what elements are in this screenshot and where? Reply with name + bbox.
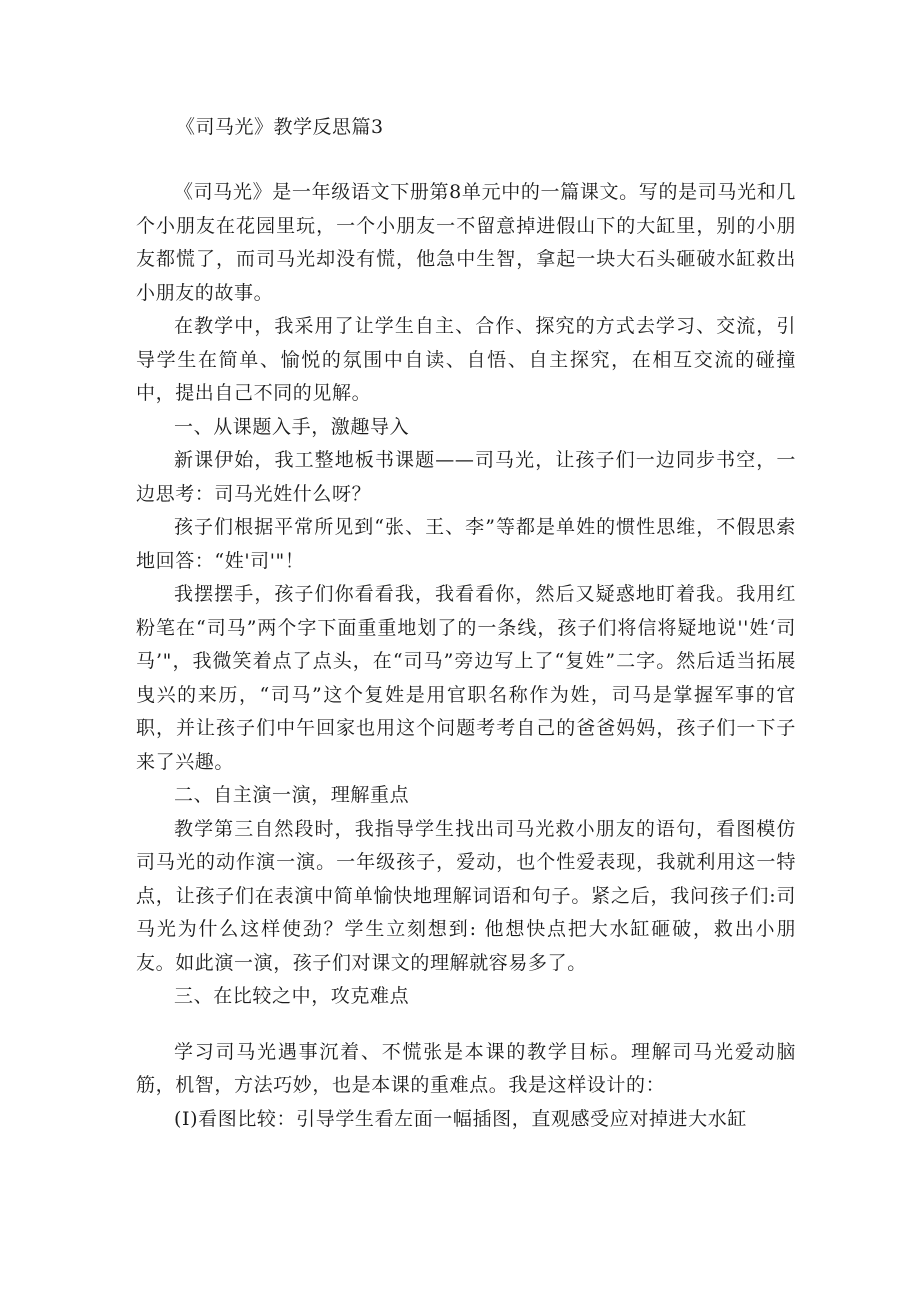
- section-heading-2: 二、自主演一演，理解重点: [174, 784, 410, 806]
- paragraph-intro: 《司马光》是一年级语文下册第8单元中的一篇课文。写的是司马光和几个小朋友在花园里玩，一个小朋友一不留意掉进假山下的大缸里，别的小朋友都慌了，而司马光却没有慌，他急中生智，拿起一块大石头砸破水缸救出小朋友的故事。: [136, 181, 796, 304]
- paragraph-section1-c: 我摆摆手，孩子们你看看我，我看看你，然后又疑惑地盯着我。我用红粉笔在“司马”两个字下面重重地划了的一条线，孩子们将信将疑地说''姓‘司马’"，我微笑着点了点头，在“司马”旁边写上了“复姓”二字。然后适当拓展曳兴的来历，“司马”这个复姓是用官职名称作为姓，司马是掌握军事的官职，并让孩子们中午回家也用这个问题考考自己的爸爸妈妈，孩子们一下子来了兴趣。: [136, 583, 796, 773]
- paragraph-section1-a: 新课伊始，我工整地板书课题——司马光，让孩子们一边同步书空，一边思考：司马光姓什么呀？: [136, 449, 796, 505]
- paragraph-gap: [136, 1014, 796, 1036]
- paragraph-section3-a: 学习司马光遇事沉着、不慌张是本课的教学目标。理解司马光爱动脑筋，机智，方法巧妙，也是本课的重难点。我是这样设计的：: [136, 1040, 796, 1096]
- document-title: 《司马光》教学反思篇3: [176, 116, 384, 138]
- paragraph-section1-b: 孩子们根据平常所见到“张、王、李”等都是单姓的惯性思维，不假思索地回答：“姓'司'"！: [136, 516, 796, 572]
- paragraph-method: 在教学中，我采用了让学生自主、合作、探究的方式去学习、交流，引导学生在简单、愉悦的氛围中自读、自悟、自主探究，在相互交流的碰撞中，提出自己不同的见解。: [136, 315, 796, 404]
- section-heading-1: 一、从课题入手，激趣导入: [174, 415, 410, 438]
- paragraph-section2: 教学第三自然段时，我指导学生找出司马光救小朋友的语句，看图模仿司马光的动作演一演。一年级孩子，爱动，也个性爱表现，我就利用这一特点，让孩子们在表演中简单愉快地理解词语和句子。紧之后，我问孩子们:司马光为什么这样使劲？学生立刻想到: 他想快点把大水缸砸破，救出小朋友。如此演一演，孩子们对课文的理解就容易多了。: [136, 817, 796, 974]
- document-body: [136, 176, 796, 1136]
- paragraph-section3-b: (I)看图比较：引导学生看左面一幅插图，直观感受应对掉进大水缸: [174, 1107, 747, 1130]
- section-heading-3: 三、在比较之中，攻克难点: [174, 985, 410, 1007]
